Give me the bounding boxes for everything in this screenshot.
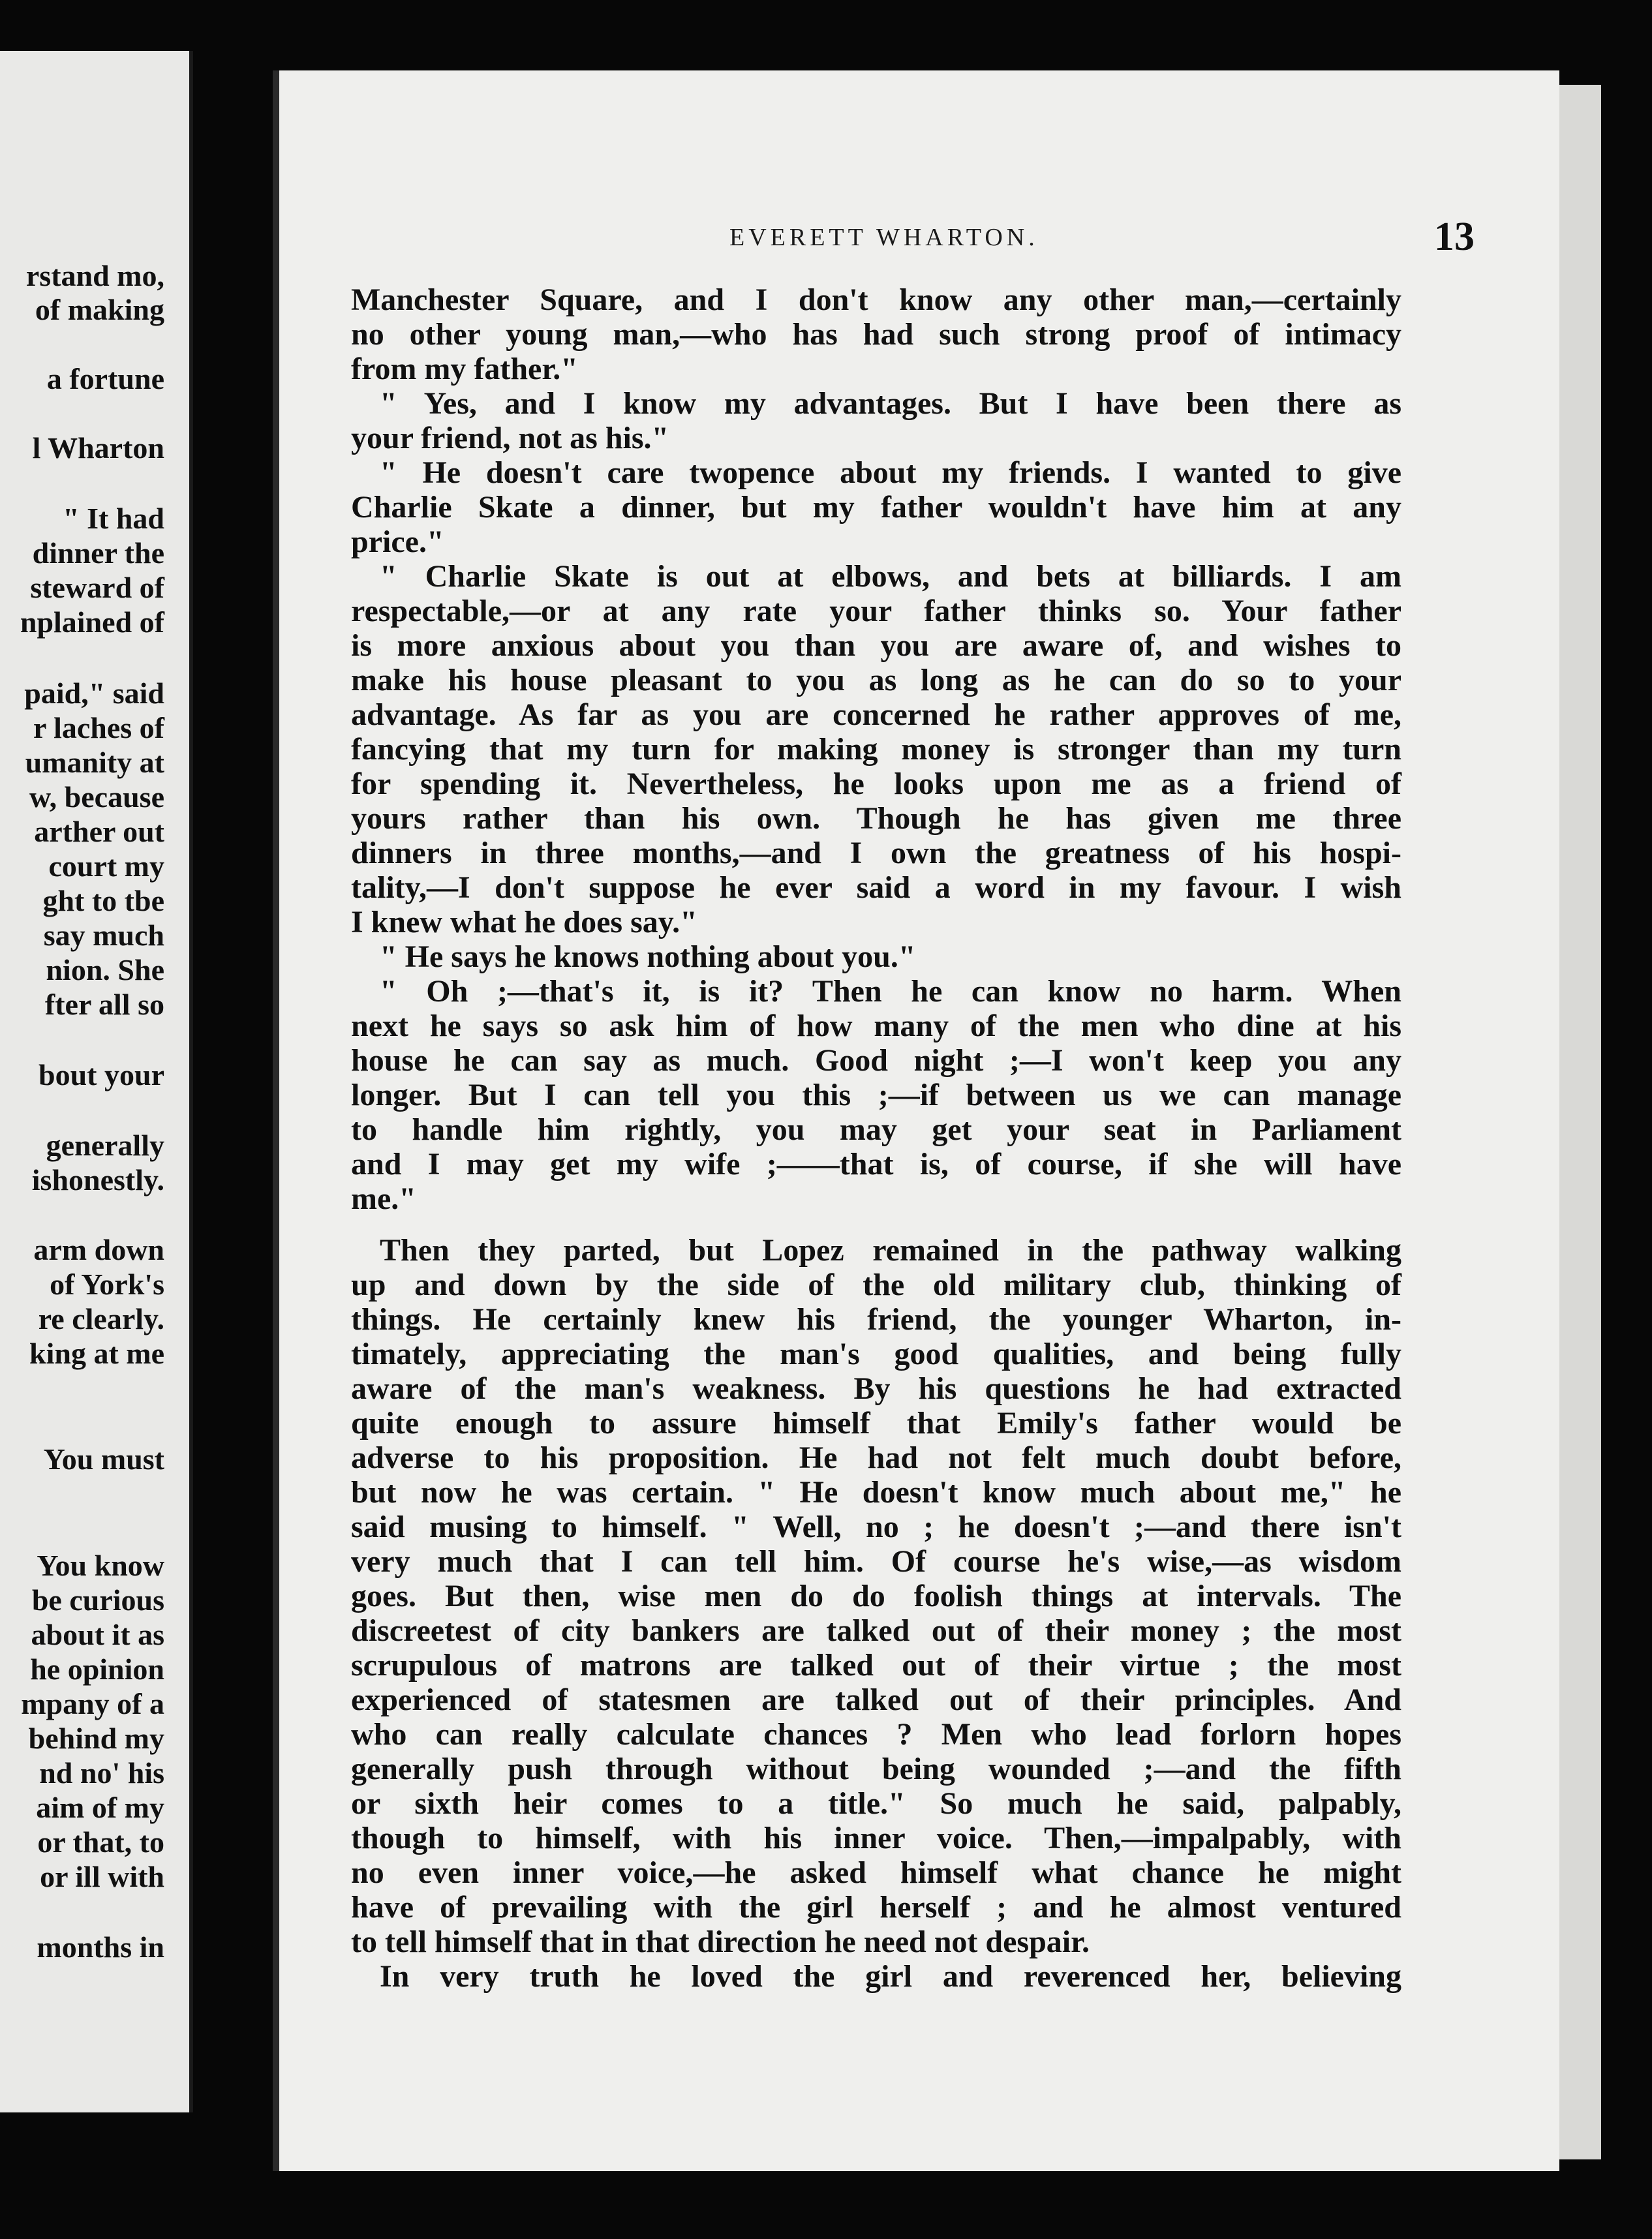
left-line: a fortune <box>46 362 164 395</box>
left-line: of making <box>35 293 164 326</box>
text-line: longer. But I can tell you this ;—if between us we can manage <box>351 1078 1401 1112</box>
text-line: have of prevailing with the girl herself ; and he almost ventured <box>351 1890 1401 1925</box>
left-line: r laches of <box>33 711 164 744</box>
text-line: quite enough to assure himself that Emily's father would be <box>351 1406 1401 1440</box>
text-line: no other young man,—who has had such strong proof of intimacy <box>351 317 1401 352</box>
text-line: for spending it. Nevertheless, he looks upon me as a friend of <box>351 767 1401 801</box>
text-line: generally push through without being wounded ;—and the fifth <box>351 1752 1401 1786</box>
left-line: court my <box>48 849 164 883</box>
left-line: rstand mo, <box>25 259 164 292</box>
left-line: dinner the <box>32 536 164 570</box>
text-line: yours rather than his own. Though he has given me three <box>351 801 1401 836</box>
left-line: paid," said <box>24 677 164 710</box>
left-line: re clearly. <box>38 1302 164 1335</box>
left-line: about it as <box>31 1618 164 1651</box>
text-line: no even inner voice,—he asked himself what chance he might <box>351 1855 1401 1890</box>
text-line: " Charlie Skate is out at elbows, and bets at billiards. I am <box>380 559 1401 594</box>
left-line: say much <box>43 919 164 952</box>
text-line: make his house pleasant to you as long as he can do so to your <box>351 663 1401 697</box>
left-line: umanity at <box>25 746 164 779</box>
text-line: In very truth he loved the girl and reverenced her, believing <box>380 1959 1401 1994</box>
text-line: up and down by the side of the old military club, thinking of <box>351 1268 1401 1302</box>
left-line: " It had <box>63 502 164 535</box>
left-line: l Wharton <box>32 431 164 465</box>
text-line: " He says he knows nothing about you." <box>380 939 916 974</box>
left-line: he opinion <box>30 1653 164 1686</box>
text-line: Then they parted, but Lopez remained in the pathway walking <box>380 1233 1401 1268</box>
text-line: me." <box>351 1181 416 1216</box>
paragraph-gap <box>351 1216 1401 1233</box>
left-line: arther out <box>34 815 164 848</box>
left-line: w, because <box>29 780 164 814</box>
text-line: next he says so ask him of how many of the men who dine at his <box>351 1009 1401 1043</box>
text-line: goes. But then, wise men do do foolish things at intervals. The <box>351 1579 1401 1613</box>
text-line: to handle him rightly, you may get your seat in Parliament <box>351 1112 1401 1147</box>
text-line: timately, appreciating the man's good qualities, and being fully <box>351 1337 1401 1371</box>
left-line: or that, to <box>37 1825 164 1859</box>
text-line: " Yes, and I know my advantages. But I have been there as <box>380 386 1401 421</box>
text-line: experienced of statesmen are talked out of their principles. And <box>351 1683 1401 1717</box>
text-line: and I may get my wife ;——that is, of course, if she will have <box>351 1147 1401 1181</box>
left-line: nion. She <box>46 953 164 986</box>
left-line: bout your <box>38 1058 164 1091</box>
text-line: " Oh ;—that's it, is it? Then he can know no harm. When <box>380 974 1401 1009</box>
text-line: dinners in three months,—and I own the greatness of his hospi- <box>351 836 1401 870</box>
text-line: though to himself, with his inner voice. Then,—impalpably, with <box>351 1821 1401 1855</box>
left-line: You must <box>43 1442 164 1476</box>
left-line: mpany of a <box>21 1687 164 1720</box>
text-line: house he can say as much. Good night ;—I won't keep you any <box>351 1043 1401 1078</box>
left-line: steward of <box>30 571 164 604</box>
text-line: adverse to his proposition. He had not felt much doubt before, <box>351 1440 1401 1475</box>
text-line: your friend, not as his." <box>351 421 669 455</box>
left-line: king at me <box>29 1337 164 1370</box>
text-line: said musing to himself. " Well, no ; he doesn't ;—and there isn't <box>351 1510 1401 1544</box>
left-line: be curious <box>31 1583 164 1617</box>
page-number: 13 <box>1434 215 1475 259</box>
body-text <box>351 282 1401 1994</box>
text-line: is more anxious about you than you are aware of, and wishes to <box>351 628 1401 663</box>
text-line: Manchester Square, and I don't know any other man,—certainly <box>351 282 1401 317</box>
left-line: You know <box>37 1549 164 1582</box>
text-line: " He doesn't care twopence about my friends. I wanted to give <box>380 455 1401 490</box>
text-line: scrupulous of matrons are talked out of their virtue ; the most <box>351 1648 1401 1683</box>
left-line: fter all so <box>44 988 164 1021</box>
text-line: tality,—I don't suppose he ever said a word in my favour. I wish <box>351 870 1401 905</box>
left-line: ishonestly. <box>31 1163 164 1196</box>
text-line: Charlie Skate a dinner, but my father wouldn't have him at any <box>351 490 1401 525</box>
left-line: aim of my <box>36 1791 164 1824</box>
text-line: but now he was certain. " He doesn't know much about me," he <box>351 1475 1401 1510</box>
left-line: ght to tbe <box>42 884 164 917</box>
text-line: things. He certainly knew his friend, the younger Wharton, in- <box>351 1302 1401 1337</box>
text-line: advantage. As far as you are concerned he rather approves of me, <box>351 697 1401 732</box>
text-line: discreetest of city bankers are talked out of their money ; the most <box>351 1613 1401 1648</box>
page-edge <box>1553 85 1601 2159</box>
text-line: aware of the man's weakness. By his questions he had extracted <box>351 1371 1401 1406</box>
text-line: who can really calculate chances ? Men who lead forlorn hopes <box>351 1717 1401 1752</box>
text-line: price." <box>351 525 444 559</box>
left-line: of York's <box>50 1268 164 1301</box>
right-page <box>273 70 1559 2171</box>
text-line: respectable,—or at any rate your father thinks so. Your father <box>351 594 1401 628</box>
text-line: fancying that my turn for making money is stronger than my turn <box>351 732 1401 767</box>
text-line: or sixth heir comes to a title." So much he said, palpably, <box>351 1786 1401 1821</box>
text-line: very much that I can tell him. Of course he's wise,—as wisdom <box>351 1544 1401 1579</box>
left-line: generally <box>46 1129 164 1162</box>
left-line: months in <box>37 1930 164 1964</box>
left-line: nd no' his <box>39 1756 164 1790</box>
left-line: arm down <box>33 1233 164 1266</box>
left-page-fragment <box>0 51 193 2112</box>
left-line: behind my <box>28 1722 164 1755</box>
left-line: or ill with <box>40 1860 164 1893</box>
text-line: to tell himself that in that direction he need not despair. <box>351 1925 1090 1959</box>
text-line: from my father." <box>351 352 578 386</box>
left-line: nplained of <box>20 605 164 639</box>
text-line: I knew what he does say." <box>351 905 697 939</box>
running-head-title: EVERETT WHARTON. <box>729 224 1039 251</box>
running-head <box>279 214 1559 266</box>
